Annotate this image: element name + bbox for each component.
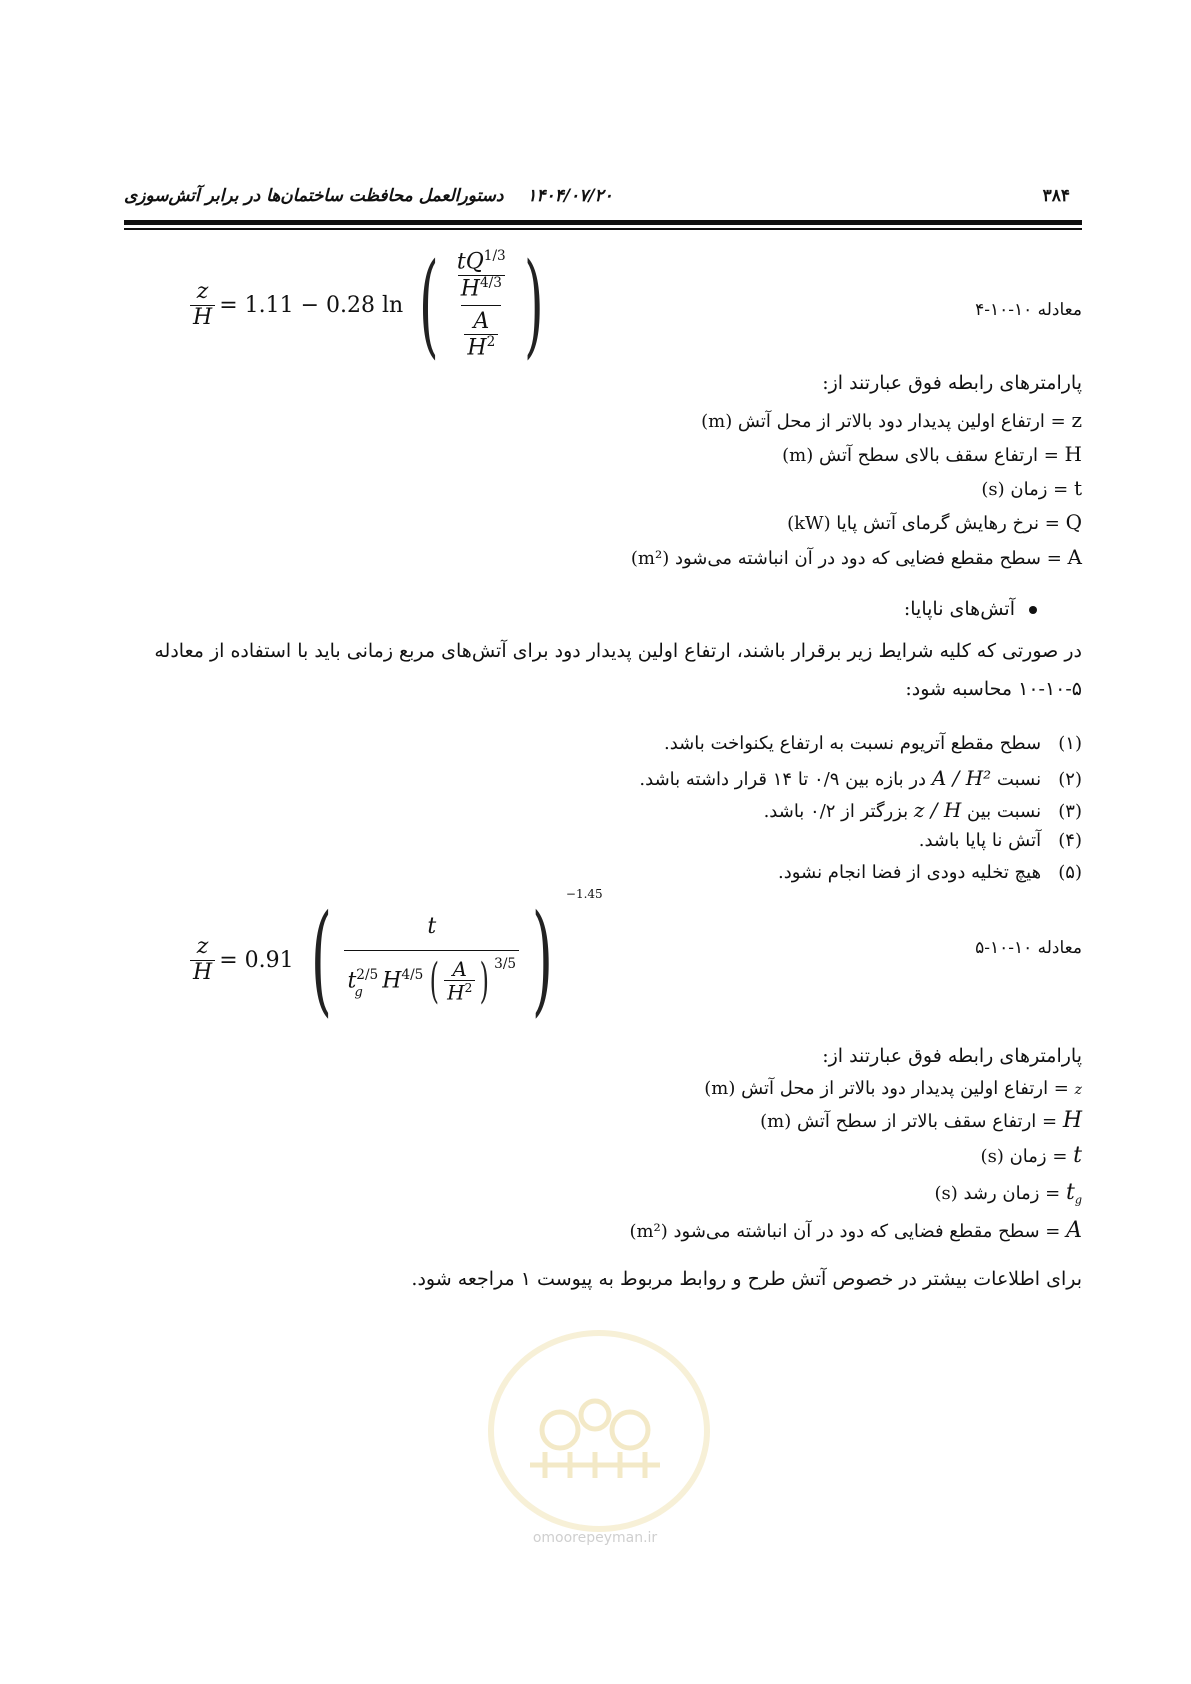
condition-5: (۵) هیچ تخلیه دودی از فضا انجام نشود. <box>777 862 1082 883</box>
condition-3: (۳) نسبت بین z / H بزرگتر از ۰/۲ باشد. <box>763 798 1082 822</box>
param-t: t = زمان (s) <box>981 476 1082 500</box>
paragraph-line-2: ۱۰-۱۰-۵ محاسبه شود: <box>905 678 1082 700</box>
equation-label: معادله ۱۰-۱۰-۵ <box>975 938 1082 958</box>
z-over-h: $\frac{z}{H}$ <box>190 935 215 984</box>
header-date: ۱۴۰۴/۰۷/۲۰ <box>527 186 613 206</box>
param-a: A = سطح مقطع فضایی که دود در آن انباشته می‌شود (m²) <box>629 1218 1082 1243</box>
param-z: z = ارتفاع اولین پدیدار دود بالاتر از محل آتش (m) <box>704 1078 1082 1099</box>
header-rule-thick <box>124 220 1082 225</box>
z-over-h: $\frac{z}{H}$ <box>190 280 215 329</box>
page-number: ۳۸۴ <box>1042 186 1070 206</box>
condition-2: (۲) نسبت A / H² در بازه بین ۰/۹ تا ۱۴ قرار داشته باشد. <box>639 766 1082 790</box>
equation-rhs: = 1.11 − 0.28 ln <box>219 292 404 318</box>
footer-note: برای اطلاعات بیشتر در خصوص آتش طرح و روابط مربوط به پیوست ۱ مراجعه شود. <box>411 1268 1082 1290</box>
condition-4: (۴) آتش نا پایا باشد. <box>918 830 1082 851</box>
equation-10-10-4: $\frac{z}{H}$ = 1.11 − 0.28 ln ( $\frac{\frac{tQ^{1/3}}{H^{4/3}}}{\frac{A}{H^2}}$ ) <box>190 245 555 365</box>
param-tg: $t_g$ = زمان رشد (s) <box>934 1180 1082 1207</box>
header-rule-thin <box>124 228 1082 230</box>
bullet-title: آتش‌های ناپایا: <box>904 598 1037 620</box>
param-q: Q = نرخ رهایش گرمای آتش پایا (kW) <box>787 510 1082 534</box>
paragraph-line-1: در صورتی که کلیه شرایط زیر برقرار باشند، ارتفاع اولین پدیدار دود برای آتش‌های مربع زمانی باید با استفاده از معادله <box>154 640 1082 662</box>
param-a: A = سطح مقطع فضایی که دود در آن انباشته می‌شود (m²) <box>630 545 1082 569</box>
param-h: H = ارتفاع سقف بالای سطح آتش (m) <box>782 442 1082 466</box>
watermark-gear-icon <box>520 1390 670 1480</box>
time-fraction: t $t^{2/5}$ g $H^{4/5}$ ( $\frac{A}{H^2}$ ) $^{3/5}$ <box>344 915 519 1004</box>
param-t: t = زمان (s) <box>980 1143 1082 1168</box>
header-title: دستورالعمل محافظت ساختمان‌ها در برابر آتش‌سوزی <box>124 186 504 206</box>
equation-label: معادله ۱۰-۱۰-۴ <box>975 300 1082 320</box>
params-intro: پارامترهای رابطه فوق عبارتند از: <box>822 372 1082 394</box>
params-intro: پارامترهای رابطه فوق عبارتند از: <box>822 1045 1082 1067</box>
param-z: z = ارتفاع اولین پدیدار دود بالاتر از محل آتش (m) <box>701 408 1082 432</box>
condition-1: (۱) سطح مقطع آتریوم نسبت به ارتفاع یکنواخت باشد. <box>663 733 1082 754</box>
watermark-site: omoorepeyman.ir <box>532 1530 658 1546</box>
nested-fraction: $\frac{\frac{tQ^{1/3}}{H^{4/3}}}{\frac{A}{H^2}}$ <box>456 248 506 361</box>
equation-10-10-5: $\frac{z}{H}$ = 0.91 ( t $t^{2/5}$ g $H^{4/5}$ ( $\frac{A}{H^2}$ ) $^{3/5}$ ) −1.45 <box>190 895 603 1025</box>
bullet-icon <box>1029 606 1037 614</box>
param-h: H = ارتفاع سقف بالاتر از سطح آتش (m) <box>760 1108 1082 1133</box>
outer-exponent: −1.45 <box>565 887 603 901</box>
